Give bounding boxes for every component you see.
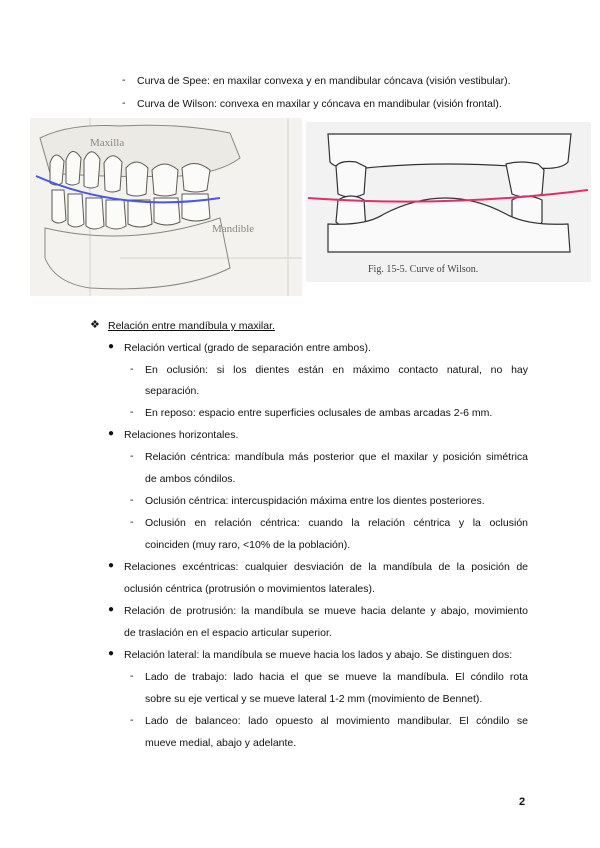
list-item: Relación lateral: la mandíbula se mueve hacia los lados y abajo. Se distinguen dos: [124,649,513,661]
list-subitem: Lado de trabajo: lado hacia el que se mueve la mandíbula. El cóndilo rota [145,671,528,683]
list-dash: - [130,494,134,506]
list-item-cont: oclusión céntrica (protrusión o movimientos laterales). [124,583,375,595]
bullet: ● [108,428,115,439]
list-dash: - [122,74,126,86]
list-item: Relaciones excéntricas: cualquier desviación de la mandíbula de la posición de [124,561,528,573]
list-subitem-cont: separación. [145,385,200,397]
list-item: Relación vertical (grado de separación entre ambos). [124,342,371,354]
diamond-bullet: ❖ [90,319,100,331]
page-number: 2 [519,796,526,808]
list-subitem-cont: sobre su eje vertical y se mueve lateral 1-2 mm (movimiento de Bennet). [145,693,483,705]
list-dash: - [130,363,134,375]
list-subitem: Oclusión en relación céntrica: cuando la relación céntrica y la oclusión [145,517,528,529]
list-item: Relación de protrusión: la mandíbula se mueve hacia delante y abajo, movimiento [124,605,528,617]
list-item-cont: de traslación en el espacio articular superior. [124,627,332,639]
curve-of-spee-figure [30,118,302,296]
list-subitem-cont: coinciden (muy raro, <10% de la población). [145,539,351,551]
list-item: Relaciones horizontales. [124,429,239,441]
list-subitem-cont: mueve medial, abajo y adelante. [145,737,297,749]
list-dash: - [130,450,134,462]
list-subitem: Lado de balanceo: lado opuesto al movimiento mandibular. El cóndilo se [145,715,528,727]
list-subitem: Oclusión céntrica: intercuspidación máxima entre los dientes posteriores. [145,495,485,507]
list-subitem: Relación céntrica: mandíbula más posterior que el maxilar y posición simétrica [145,451,528,463]
maxilla-label: Maxilla [90,137,125,149]
top-list-item: Curva de Wilson: convexa en maxilar y cóncava en mandibular (visión frontal). [137,98,502,110]
top-list-item: Curva de Spee: en maxilar convexa y en mandibular cóncava (visión vestibular). [137,75,511,87]
section-title: Relación entre mandíbula y maxilar. [108,320,275,332]
list-subitem-cont: de ambos cóndilos. [145,473,236,485]
mandible-label: Mandible [212,223,255,235]
list-subitem: En reposo: espacio entre superficies oclusales de ambas arcadas 2-6 mm. [145,407,493,419]
curve-of-wilson-figure [306,122,591,282]
list-dash: - [130,406,134,418]
bullet: ● [108,560,115,571]
list-dash: - [130,714,134,726]
list-dash: - [122,97,126,109]
list-dash: - [130,670,134,682]
bullet: ● [108,648,115,659]
list-dash: - [130,516,134,528]
wilson-caption: Fig. 15-5. Curve of Wilson. [368,264,479,275]
bullet: ● [108,604,115,615]
list-subitem: En oclusión: si los dientes están en máximo contacto natural, no hay [145,364,528,376]
bullet: ● [108,341,115,352]
